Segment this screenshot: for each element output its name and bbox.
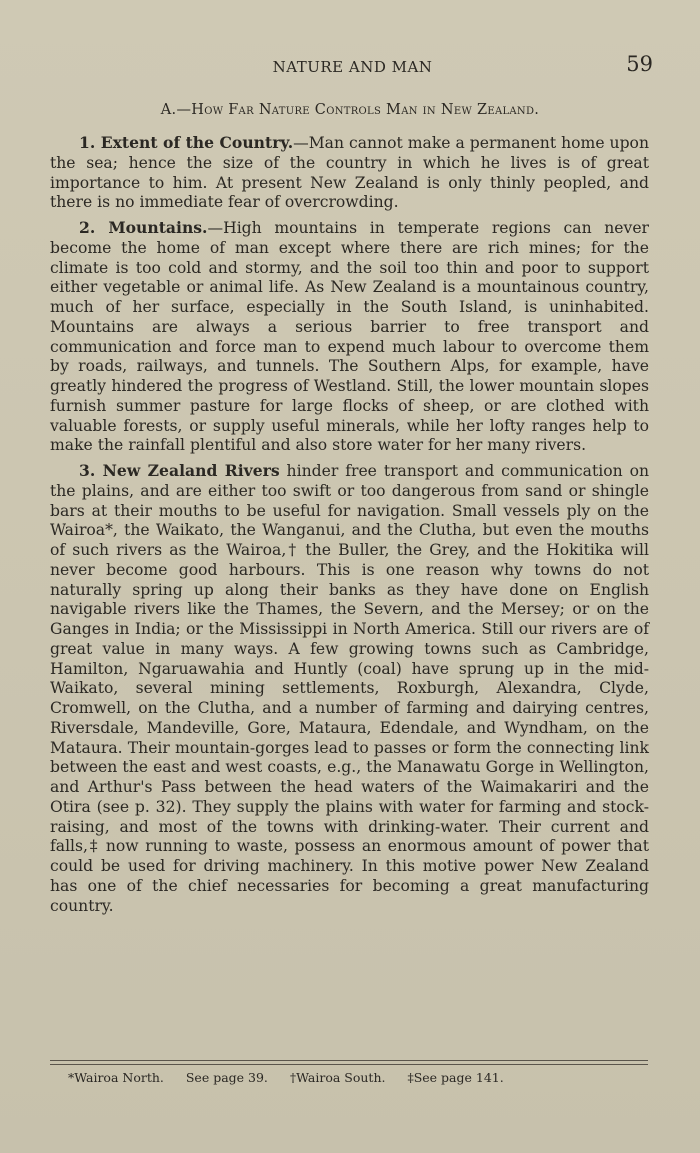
footnote-rule: [50, 1060, 648, 1061]
paragraph-lead: 1. Extent of the Country.: [79, 133, 294, 152]
paragraph-rivers: [50, 461, 649, 916]
footnote-rule: [50, 1064, 648, 1065]
paragraph-text: —Man cannot make a permanent home upon the sea; hence the size of the country in which he lives is of great importance to him. At present New Zealand is only thinly peopled, and there is no immediate fear of overcrowding.: [50, 134, 649, 212]
paragraph-mountains: [50, 218, 649, 456]
footnote: †Wairoa South.: [289, 1070, 386, 1085]
body-text: [50, 133, 649, 916]
running-head: NATURE AND MAN: [272, 58, 433, 76]
paragraph-lead: 3. New Zealand Rivers: [79, 461, 280, 480]
footnote: *Wairoa North.: [68, 1070, 164, 1085]
footnote: ‡See page 141.: [407, 1070, 504, 1085]
section-heading: A.—How Far Nature Controls Man in New Zealand.: [160, 102, 540, 118]
paragraph-extent: [50, 133, 649, 213]
page-header: [50, 52, 655, 82]
footnotes: [68, 1070, 648, 1086]
paragraph-text: hinder free transport and communication on the plains, and are either too swift or too dangerous from sand or shingle bars at their mouths to be useful for navigation. Small vessels ply on the Wairoa*, the Waikato, the Wanganui, and the Clutha, but even the mouths of such rivers as the Wairoa,† the Buller, the Grey, and the Hokitika will never become good harbours. This is one reason why towns do not naturally spring up along their banks as they have done on English navigable rivers like the Thames, the Severn, and the Mersey; or on the Ganges in India; or the Mississippi in North America. Still our rivers are of great value in many ways. A few growing towns such as Cambridge, Hamilton, Ngaruawahia and Huntly (coal) have sprung up in the mid-Waikato, several mining settlements, Roxburgh, Alexandra, Clyde, Cromwell, on the Clutha, and a number of farming and dairying centres, Riversdale, Mandeville, Gore, Mataura, Edendale, and Wyndham, on the Mataura. Their mountain-gorges lead to passes or form the connecting link between the east and west coasts, e.g., the Manawatu Gorge in Wellington, and Arthur's Pass between the head waters of the Waimakariri and the Otira (see p. 32). They supply the plains with water for farming and stock-raising, and most of the towns with drinking-water. Their current and falls,‡ now running to waste, possess an enormous amount of power that could be used for driving machinery. In this motive power New Zealand has one of the chief necessaries for becoming a great manufacturing country.: [50, 462, 650, 915]
paragraph-text: —High mountains in temperate regions can never become the home of man except where there are rich mines; for the climate is too cold and stormy, and the soil too thin and poor to support either vegetable or animal life. As New Zealand is a mountainous country, much of her surface, especially in the South Island, is uninhabited. Mountains are always a serious barrier to free transport and communication and force man to expend much labour to overcome them by roads, railways, and tunnels. The Southern Alps, for example, have greatly hindered the progress of Westland. Still, the lower mountain slopes furnish summer pasture for large flocks of sheep, or are clothed with valuable forests, or supply useful minerals, while her lofty ranges help to make the rainfall plentiful and also store water for her many rivers.: [50, 219, 649, 455]
paragraph-lead: 2. Mountains.: [79, 218, 208, 237]
page-number: 59: [626, 52, 653, 76]
footnote: See page 39.: [185, 1070, 268, 1085]
